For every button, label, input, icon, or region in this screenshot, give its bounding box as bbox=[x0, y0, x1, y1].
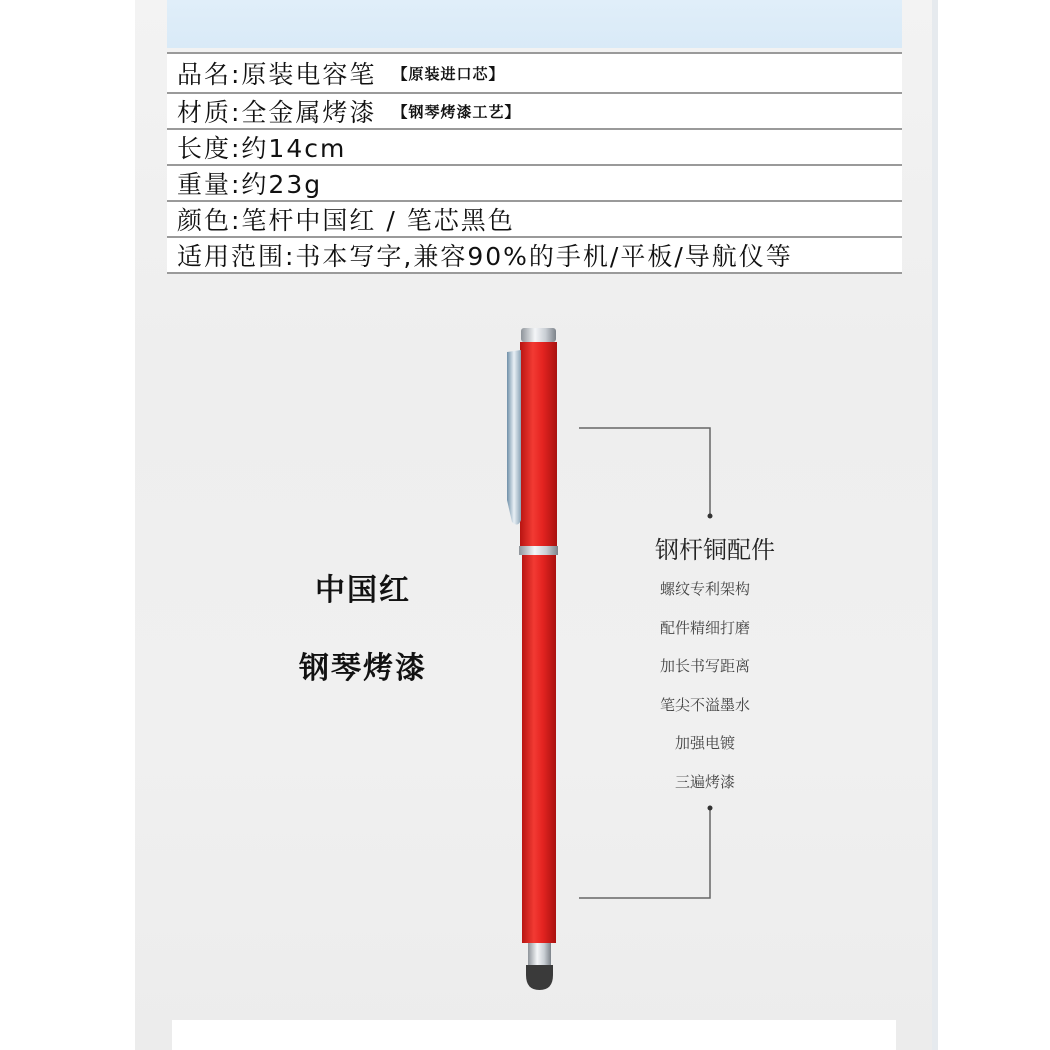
feature-item: 三遍烤漆 bbox=[674, 772, 735, 791]
spec-label: 适用范围:书本写字,兼容90%的手机/平板/导航仪等 bbox=[177, 242, 793, 271]
pen-middle-ring bbox=[519, 546, 558, 555]
pen-rubber-tip bbox=[526, 965, 553, 990]
feature-item: 螺纹专利架构 bbox=[659, 580, 750, 598]
feature-title: 钢杆铜配件 bbox=[655, 536, 775, 564]
callout-line-bottom bbox=[579, 808, 710, 898]
pen-clip bbox=[507, 350, 521, 525]
spec-label: 重量:约23g bbox=[177, 170, 323, 199]
feature-item: 配件精细打磨 bbox=[659, 618, 750, 637]
spec-label: 材质:全金属烤漆 bbox=[177, 98, 377, 127]
pen-tip-collar bbox=[528, 943, 551, 965]
pen-lower-body bbox=[522, 555, 556, 943]
spec-label: 长度:约14cm bbox=[177, 134, 347, 163]
spec-label: 品名:原装电容笔 bbox=[177, 60, 377, 89]
callout-dot-top bbox=[708, 514, 713, 519]
feature-list bbox=[640, 575, 770, 807]
spec-note: 【原装进口芯】 bbox=[392, 64, 505, 83]
pen-upper-body bbox=[520, 342, 557, 548]
spec-note: 【钢琴烤漆工艺】 bbox=[392, 102, 521, 121]
bottom-strip bbox=[172, 1020, 896, 1050]
feature-item: 加强电镀 bbox=[674, 734, 735, 753]
caption-finish: 钢琴烤漆 bbox=[299, 651, 427, 686]
feature-item: 加长书写距离 bbox=[659, 657, 750, 676]
caption-color: 中国红 bbox=[315, 573, 411, 608]
pen-top-cap bbox=[521, 328, 556, 342]
feature-item: 笔尖不溢墨水 bbox=[659, 695, 750, 714]
spec-label: 颜色:笔杆中国红 / 笔芯黑色 bbox=[177, 206, 515, 235]
callout-line-top bbox=[579, 428, 710, 516]
